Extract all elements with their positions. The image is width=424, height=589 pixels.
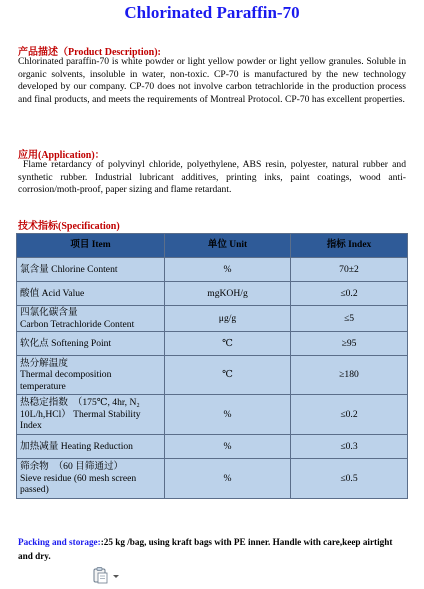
cell-index: ≤0.5: [291, 459, 408, 499]
cell-unit: ℃: [165, 332, 291, 356]
table-header-row: [17, 234, 408, 258]
packing-storage: [18, 535, 408, 563]
chevron-down-icon: [113, 575, 119, 578]
cell-unit: %: [165, 459, 291, 499]
cell-index: 70±2: [291, 258, 408, 282]
cell-unit: %: [165, 435, 291, 459]
table-row: [17, 356, 408, 395]
cell-item-line: 氯含量 Chlorine Content: [20, 263, 118, 275]
cell-item: [17, 332, 165, 356]
column-header-index: 指标 Index: [291, 234, 408, 258]
packing-storage-label: Packing and storage:: [18, 537, 101, 547]
paste-options-button[interactable]: [92, 566, 124, 584]
cell-item-line: 筛余物 （60 目筛通过）: [20, 461, 124, 473]
cell-unit: μg/g: [165, 306, 291, 332]
cell-item-line: 热稳定指数 （175℃, 4hr, N₂: [20, 397, 140, 409]
cell-item: [17, 395, 165, 435]
cell-item: [17, 282, 165, 306]
table-row: [17, 282, 408, 306]
packing-storage-text: :25 kg /bag, using kraft bags with PE inner. Handle with care,keep airtight and dry.: [18, 537, 393, 561]
table-row: [17, 306, 408, 332]
cell-item-line: Thermal decomposition: [20, 369, 112, 381]
cell-item: [17, 306, 165, 332]
cell-unit: %: [165, 395, 291, 435]
clipboard-icon: [92, 566, 124, 584]
description-heading: 产品描述（Product Description):: [18, 47, 161, 58]
specification-table: [16, 233, 408, 499]
table-row: [17, 435, 408, 459]
cell-item-line: 软化点 Softening Point: [20, 337, 112, 349]
table-row: [17, 332, 408, 356]
cell-item-line: Sieve residue (60 mesh screen: [20, 472, 137, 484]
application-heading: 应用(Application)：: [18, 150, 105, 161]
table-row: [17, 459, 408, 499]
cell-index: ≥180: [291, 356, 408, 395]
cell-index: ≥95: [291, 332, 408, 356]
cell-item-line: 酸值 Acid Value: [20, 287, 85, 299]
cell-index: ≤0.2: [291, 395, 408, 435]
page-title: Chlorinated Paraffin-70: [124, 3, 300, 22]
cell-unit: %: [165, 258, 291, 282]
application-text: Flame retardancy of polyvinyl chloride, polyethylene, ABS resin, polyester, natural rubber and synthetic rubber. Industrial lubricant additives, printing inks, paint coatings, wood anti-corrosion/moth-proof, paper sizing and flame retardant.: [18, 159, 406, 196]
cell-index: ≤0.3: [291, 435, 408, 459]
specification-heading: 技术指标(Specification): [18, 221, 120, 232]
cell-item-line: passed): [20, 484, 49, 496]
description-text: Chlorinated paraffin-70 is white powder or light yellow powder or light yellow granules. Soluble in organic solvents, insoluble in water, non-toxic. CP-70 is manufactured by the new technology developed by our company. CP-70 does not involve carbon tetrachloride in the production process and final products, and meets the requirements of Montreal Protocol. CP-70 has excellent properties.: [18, 56, 406, 105]
cell-item-line: 10L/h,HCl） Thermal Stability: [20, 408, 141, 420]
column-header-unit: 单位 Unit: [165, 234, 291, 258]
cell-item-line: 加热减量 Heating Reduction: [20, 440, 133, 452]
cell-unit: ℃: [165, 356, 291, 395]
cell-item: [17, 356, 165, 395]
cell-item: [17, 459, 165, 499]
cell-item-line: 四氯化碳含量: [20, 307, 78, 318]
table-row: [17, 395, 408, 435]
cell-unit: mgKOH/g: [165, 282, 291, 306]
column-header-item: 项目 Item: [17, 234, 165, 258]
cell-item: [17, 258, 165, 282]
cell-item-line: Index: [20, 420, 42, 432]
cell-item-line: Carbon Tetrachloride Content: [20, 318, 135, 330]
cell-index: ≤0.2: [291, 282, 408, 306]
table-row: [17, 258, 408, 282]
cell-item: [17, 435, 165, 459]
cell-item-line: temperature: [20, 380, 66, 392]
cell-item-line: 热分解温度: [20, 357, 68, 369]
cell-index: ≤5: [291, 306, 408, 332]
